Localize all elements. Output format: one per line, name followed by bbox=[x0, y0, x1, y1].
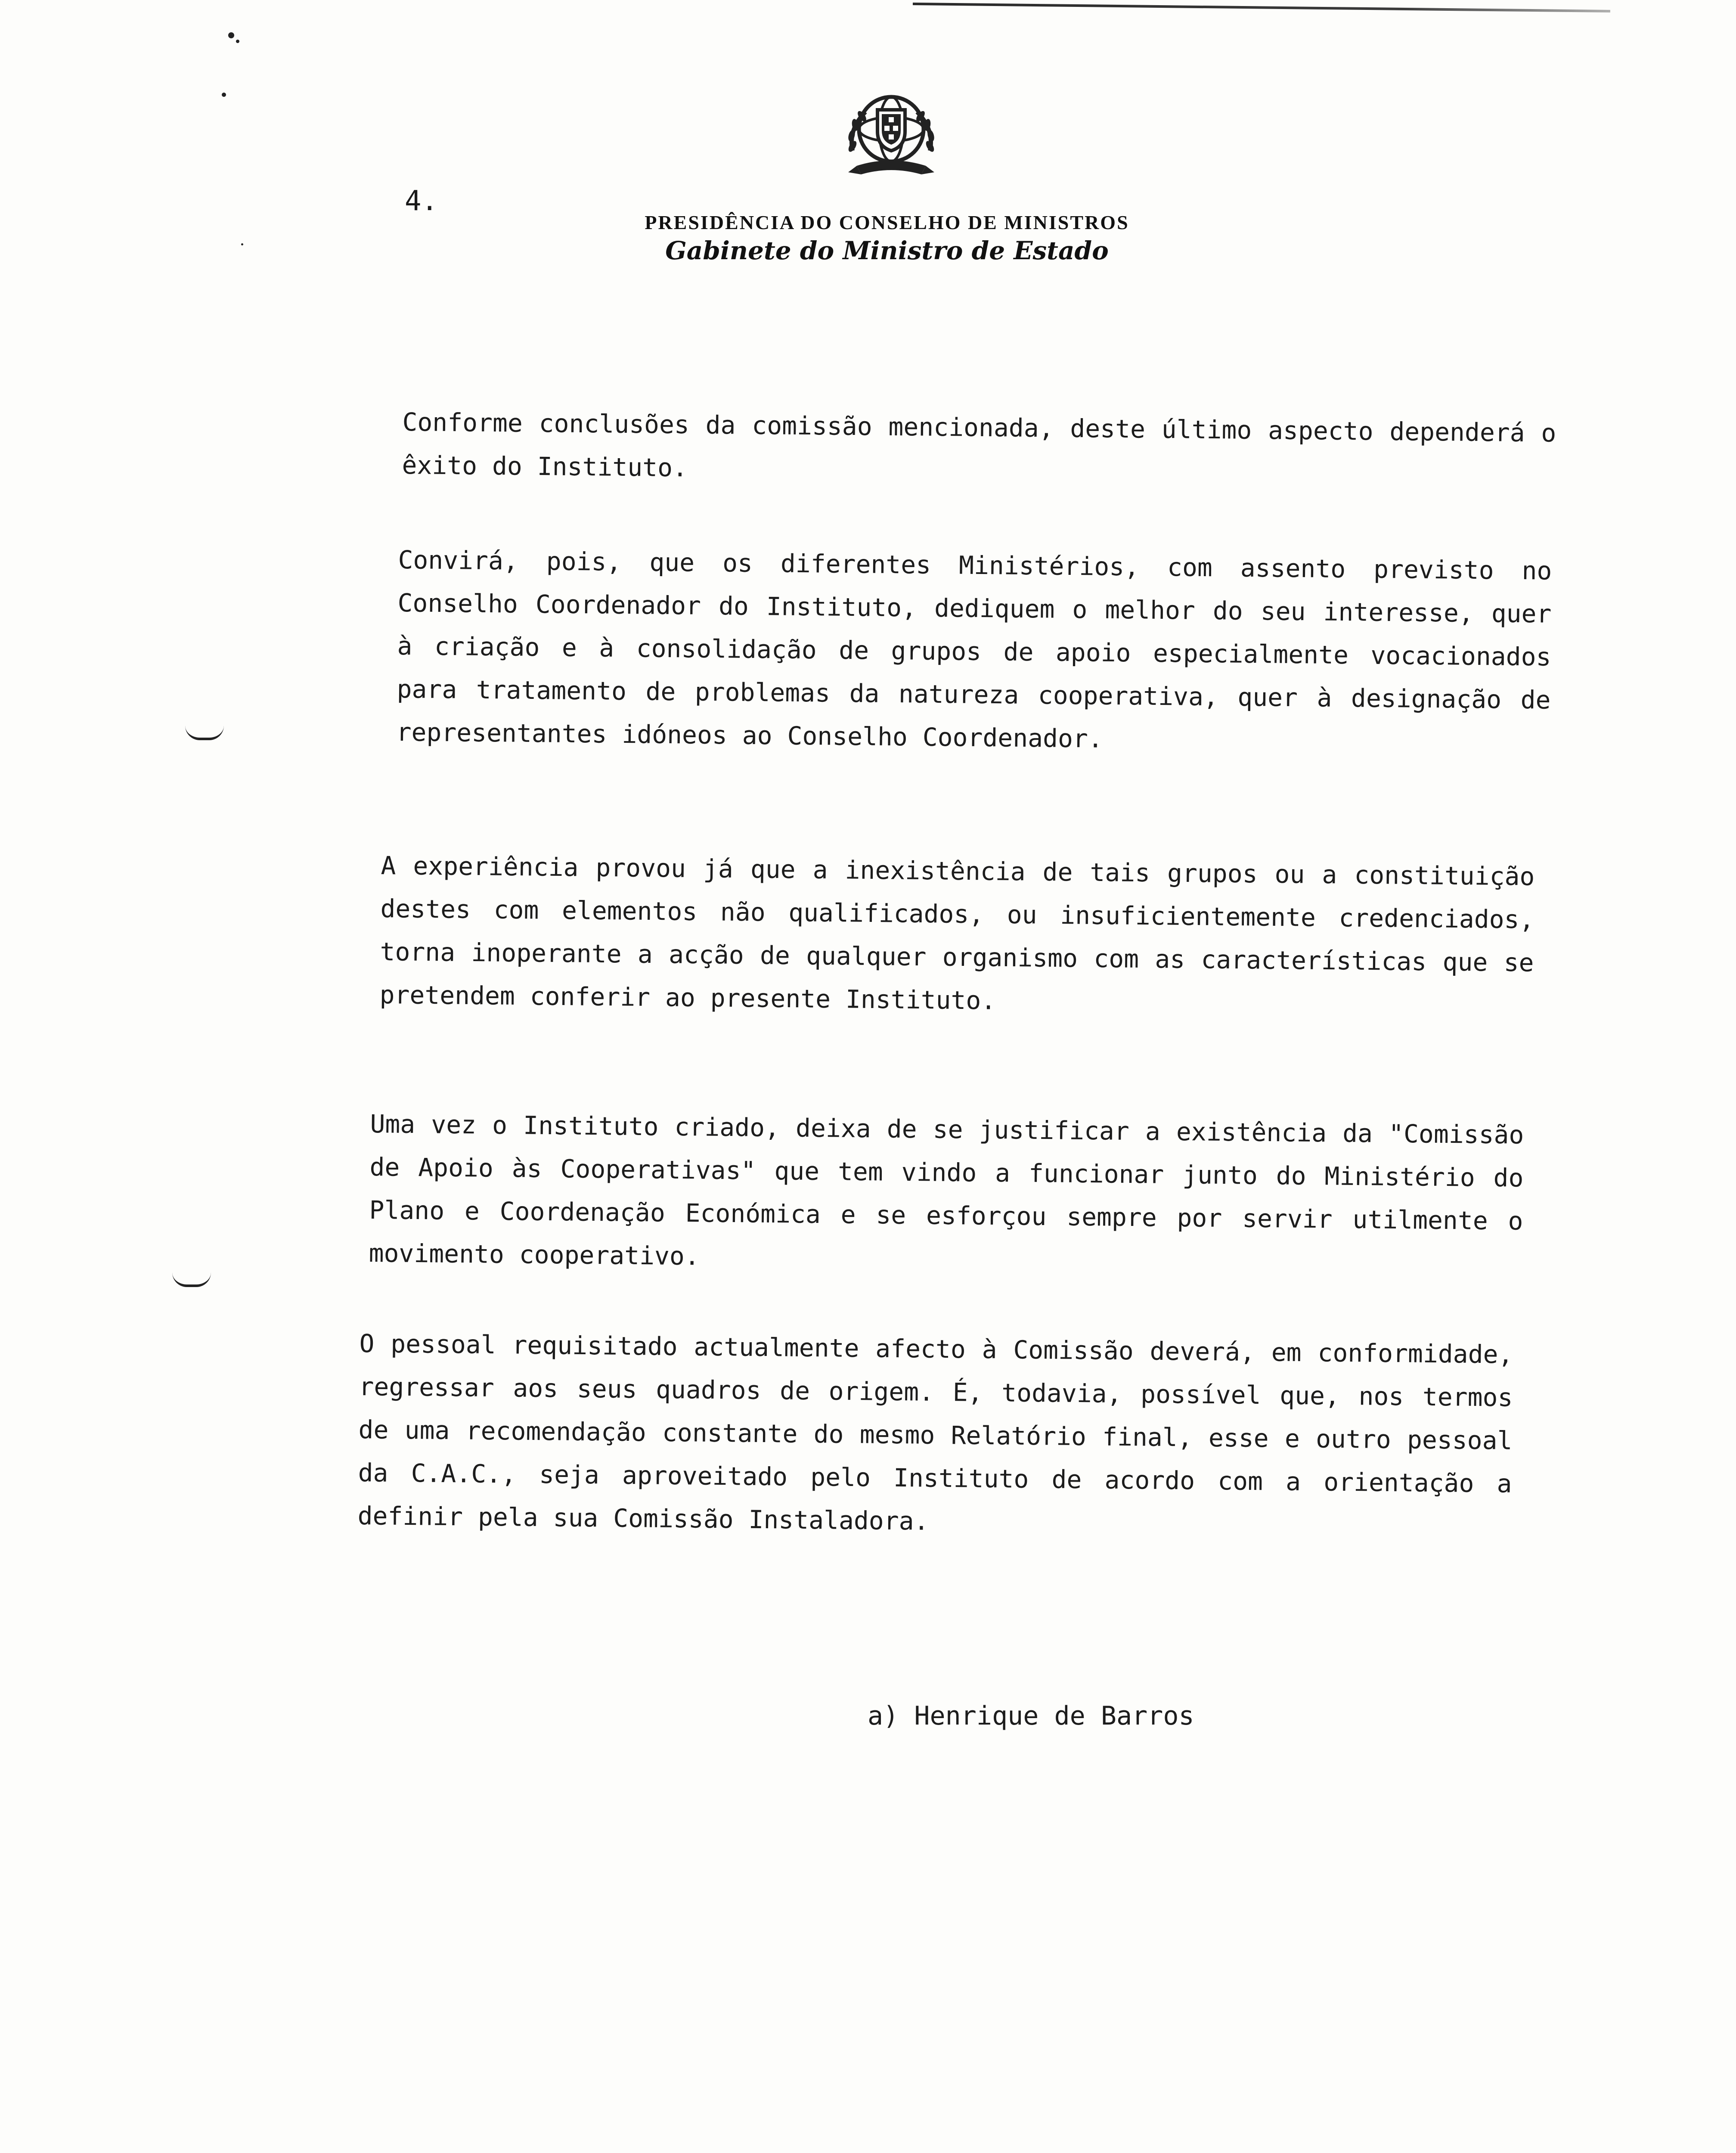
paragraph: O pessoal requisitado actualmente afecto à Comissão deverá, em conformidade, regressar aos seus quadros de origem. É, todavia, possível que, nos termos de uma recomendação constante do mesmo Relatório final, esse e outro pessoal da C.A.C., seja aproveitado pelo Instituto de acordo com a orientação a definir pela sua Comissão Instaladora. bbox=[357, 1328, 1513, 1536]
margin-mark bbox=[185, 726, 224, 740]
letterhead-subtitle: Gabinete do Ministro de Estado bbox=[665, 236, 1109, 265]
signature-line: a) Henrique de Barros bbox=[868, 1701, 1194, 1731]
paragraph: Convirá, pois, que os diferentes Ministérios, com assento previsto no Conselho Coordenador do Instituto, dediquem o melhor do seu interesse, quer à criação e à consolidação de grupos de apoio especialmente vocacionados para tratamento de problemas da natureza cooperativa, quer à designação de representantes idóneos ao Conselho Coordenador. bbox=[396, 545, 1552, 754]
paragraph: A experiência provou já que a inexistência de tais grupos ou a constituição destes com elementos não qualificados, ou insuficientemente credenciados, torna inoperante a acção de qualquer organismo com as características que se pretendem conferir ao presente Instituto. bbox=[379, 850, 1535, 1015]
scan-speck bbox=[241, 243, 243, 245]
scan-speck bbox=[222, 93, 226, 97]
scan-speck bbox=[228, 32, 234, 38]
page-number: 4. bbox=[405, 185, 438, 217]
portuguese-coat-of-arms-icon bbox=[840, 86, 943, 185]
letterhead-title: PRESIDÊNCIA DO CONSELHO DE MINISTROS bbox=[645, 211, 1129, 233]
scan-speck bbox=[236, 40, 239, 43]
paragraph: Conforme conclusões da comissão mencionada, deste último aspecto dependerá o êxito do Instituto. bbox=[402, 407, 1556, 483]
scan-edge-line bbox=[913, 3, 1610, 12]
margin-mark bbox=[172, 1272, 211, 1287]
paragraph: Uma vez o Instituto criado, deixa de se justificar a existência da "Comissão de Apoio às Cooperativas" que tem vindo a funcionar junto do Ministério do Plano e Coordenação Económica e se esforçou sempre por servir utilmente o movimento cooperativo. bbox=[369, 1109, 1524, 1271]
